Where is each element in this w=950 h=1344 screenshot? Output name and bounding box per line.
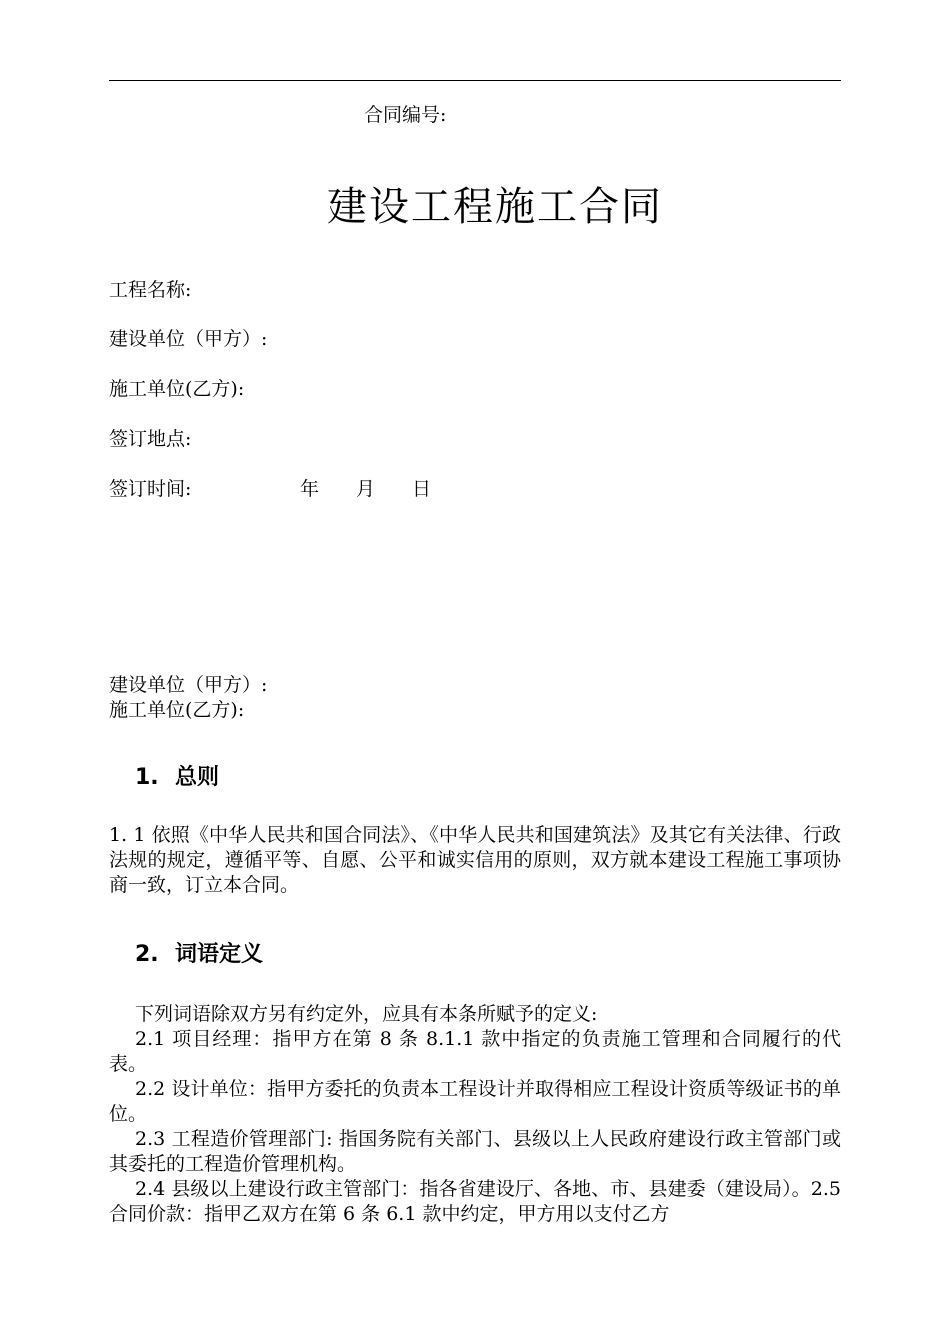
- sign-place-field: 签订地点:: [109, 428, 192, 450]
- sign-time-field: 签订时间:: [109, 478, 192, 500]
- contract-number-label: 合同编号:: [364, 104, 447, 126]
- definition-item: 2.2 设计单位：指甲方委托的负责本工程设计并取得相应工程设计资质等级证书的单位。: [109, 1078, 841, 1125]
- definition-item: 2.1 项目经理：指甲方在第 8 条 8.1.1 款中指定的负责施工管理和合同履行的代表。: [109, 1028, 841, 1075]
- party-b-field: 施工单位(乙方):: [109, 378, 245, 400]
- section-1-title: 总则: [175, 765, 220, 790]
- document-title: 建设工程施工合同: [327, 184, 663, 230]
- definition-item: 2.3 工程造价管理部门: 指国务院有关部门、县级以上人民政府建设行政主管部门或其委托的工程造价管理机构。: [109, 1128, 841, 1175]
- signature-party-b: 施工单位(乙方):: [109, 699, 245, 721]
- section-2-number: 2.: [135, 942, 159, 967]
- definitions-intro: 下列词语除双方另有约定外，应具有本条所赋予的定义:: [135, 1003, 598, 1025]
- section-2-heading: [135, 937, 263, 968]
- sign-year-label: 年: [300, 478, 320, 500]
- sign-month-label: 月: [356, 478, 376, 500]
- section-1-text: 1. 1 依照《中华人民共和国合同法》、《中华人民共和国建筑法》及其它有关法律、行政法规的规定，遵循平等、自愿、公平和诚实信用的原则，双方就本建设工程施工事项协商一致，订立本合同。: [109, 824, 841, 896]
- section-2-body: [109, 1002, 841, 1227]
- header-rule: [109, 80, 841, 81]
- definition-item: 2.4 县级以上建设行政主管部门：指各省建设厅、各地、市、县建委（建设局）。2.5 合同价款：指甲乙双方在第 6 条 6.1 款中约定，甲方用以支付乙方: [109, 1178, 841, 1225]
- section-1-heading: [135, 760, 219, 791]
- sign-day-label: 日: [412, 478, 432, 500]
- section-1-number: 1.: [135, 765, 159, 790]
- section-2-title: 词语定义: [175, 942, 264, 967]
- project-name-field: 工程名称:: [109, 279, 192, 301]
- section-1-paragraph: [109, 823, 841, 898]
- signature-party-a: 建设单位（甲方）:: [109, 674, 268, 696]
- party-a-field: 建设单位（甲方）:: [109, 328, 268, 350]
